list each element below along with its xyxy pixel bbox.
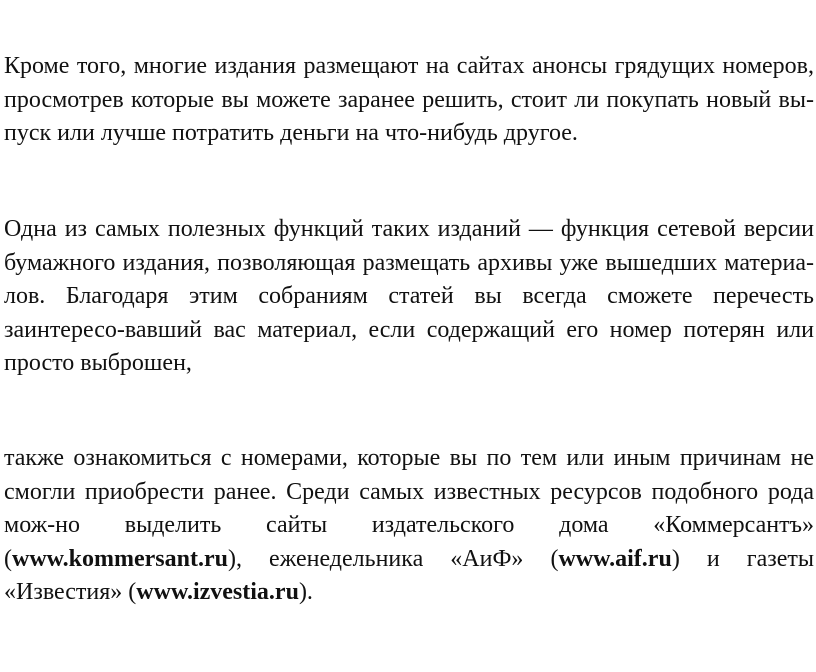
paragraph-announcements [4, 50, 814, 151]
text-line-with-links [4, 543, 814, 577]
text-line: Кроме того, многие издания размещают на сайтах анонсы грядущих номеров, [4, 53, 814, 79]
text-segment: «Известия» ( [4, 579, 137, 605]
text-line: также ознакомиться с номерами, которые вы по тем или иным причинам не [4, 445, 814, 471]
link-izvestia[interactable]: www.izvestia.ru [136, 579, 299, 605]
text-line: Одна из самых полезных функций таких изданий — функция сетевой версии [4, 216, 814, 242]
text-line: просмотрев которые вы можете заранее решить, стоит ли покупать новый вы- [4, 86, 814, 113]
text-line: бумажного издания, позволяющая размещать архивы уже вышедших материа- [4, 249, 814, 276]
link-kommersant[interactable]: www.kommersant.ru [12, 545, 228, 572]
text-line: смогли приобрести ранее. Среди самых известных ресурсов подобного рода [4, 478, 814, 505]
paragraph-resources [4, 442, 814, 610]
text-segment: ), еженедельника «АиФ» ( [228, 545, 559, 572]
text-line: пуск или лучше потратить деньги на что-нибудь другое. [4, 120, 578, 146]
text-segment: ) и газеты [671, 545, 815, 572]
paragraph-online-versions [4, 213, 814, 381]
text-line: просто выброшен, [4, 350, 192, 376]
open-paren: ( [4, 545, 12, 572]
text-line: мож-но выделить сайты издательского дома «Коммерсантъ» [4, 512, 814, 538]
text-line: лов. Благодаря этим собраниям статей вы всегда сможете перечесть [4, 283, 814, 309]
text-line-with-link [4, 576, 814, 610]
text-line: заинтересо-вавший вас материал, если содержащий его номер потерян или [4, 316, 814, 343]
text-segment: ). [298, 579, 313, 605]
link-aif[interactable]: www.aif.ru [558, 545, 672, 572]
